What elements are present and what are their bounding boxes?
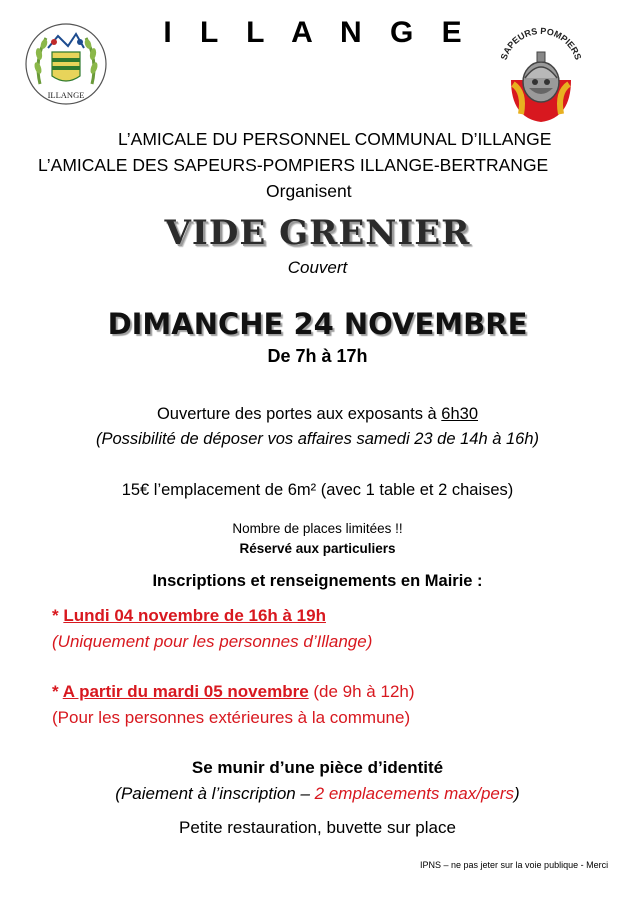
limited-places: Nombre de places limitées !! bbox=[232, 521, 403, 536]
session-1-line bbox=[52, 606, 326, 626]
organizer-line-3: Organisent bbox=[266, 181, 352, 201]
sapeurs-pompiers-logo bbox=[495, 22, 587, 124]
illange-logo bbox=[24, 22, 108, 106]
event-date: DIMANCHE 24 NOVEMBRE bbox=[107, 307, 528, 341]
session-2-date: A partir du mardi 05 novembre bbox=[62, 682, 309, 701]
opening-text: Ouverture des portes aux exposants à bbox=[156, 405, 442, 423]
opening-line bbox=[0, 405, 635, 424]
session-1-note: (Uniquement pour les personnes d’Illange) bbox=[52, 632, 373, 651]
deposit-note: (Possibilité de déposer vos affaires samedi 23 de 14h à 16h) bbox=[95, 430, 539, 448]
session-1-date: Lundi 04 novembre de 16h à 19h bbox=[63, 606, 326, 625]
payment-suffix: ) bbox=[514, 784, 520, 803]
session-1-bullet: * bbox=[52, 606, 64, 625]
session-2-extra: (de 9h à 12h) bbox=[308, 682, 415, 701]
page-title: I L L A N G E bbox=[163, 16, 472, 49]
payment-line bbox=[0, 784, 635, 804]
illange-logo-label: ILLANGE bbox=[47, 90, 85, 100]
registration-title: Inscriptions et renseignements en Mairie : bbox=[152, 572, 483, 590]
sapeurs-pompiers-logo-label: SAPEURS POMPIERS bbox=[498, 25, 584, 62]
organizer-line-2: L’AMICALE DES SAPEURS-POMPIERS ILLANGE-BERTRANGE bbox=[38, 155, 549, 175]
opening-time: 6h30 bbox=[441, 405, 479, 423]
food-line: Petite restauration, buvette sur place bbox=[179, 818, 456, 837]
event-subtitle: Couvert bbox=[287, 258, 348, 277]
payment-limit: 2 emplacements max/pers bbox=[314, 784, 515, 803]
id-required: Se munir d’une pièce d’identité bbox=[191, 758, 444, 777]
session-2-bullet: * bbox=[52, 682, 63, 701]
organizer-line-1: L’AMICALE DU PERSONNEL COMMUNAL D’ILLANGE bbox=[118, 129, 552, 149]
payment-prefix: (Paiement à l’inscription – bbox=[115, 784, 315, 803]
session-2-line bbox=[52, 682, 415, 702]
footer-note: IPNS – ne pas jeter sur la voie publique - Merci bbox=[420, 860, 609, 870]
reserved-note: Réservé aux particuliers bbox=[239, 541, 396, 556]
session-2-note: (Pour les personnes extérieures à la commune) bbox=[52, 708, 411, 727]
event-name: VIDE GRENIER bbox=[164, 213, 471, 253]
event-hours: De 7h à 17h bbox=[267, 346, 368, 366]
price-line: 15€ l’emplacement de 6m² (avec 1 table et 2 chaises) bbox=[121, 481, 514, 499]
